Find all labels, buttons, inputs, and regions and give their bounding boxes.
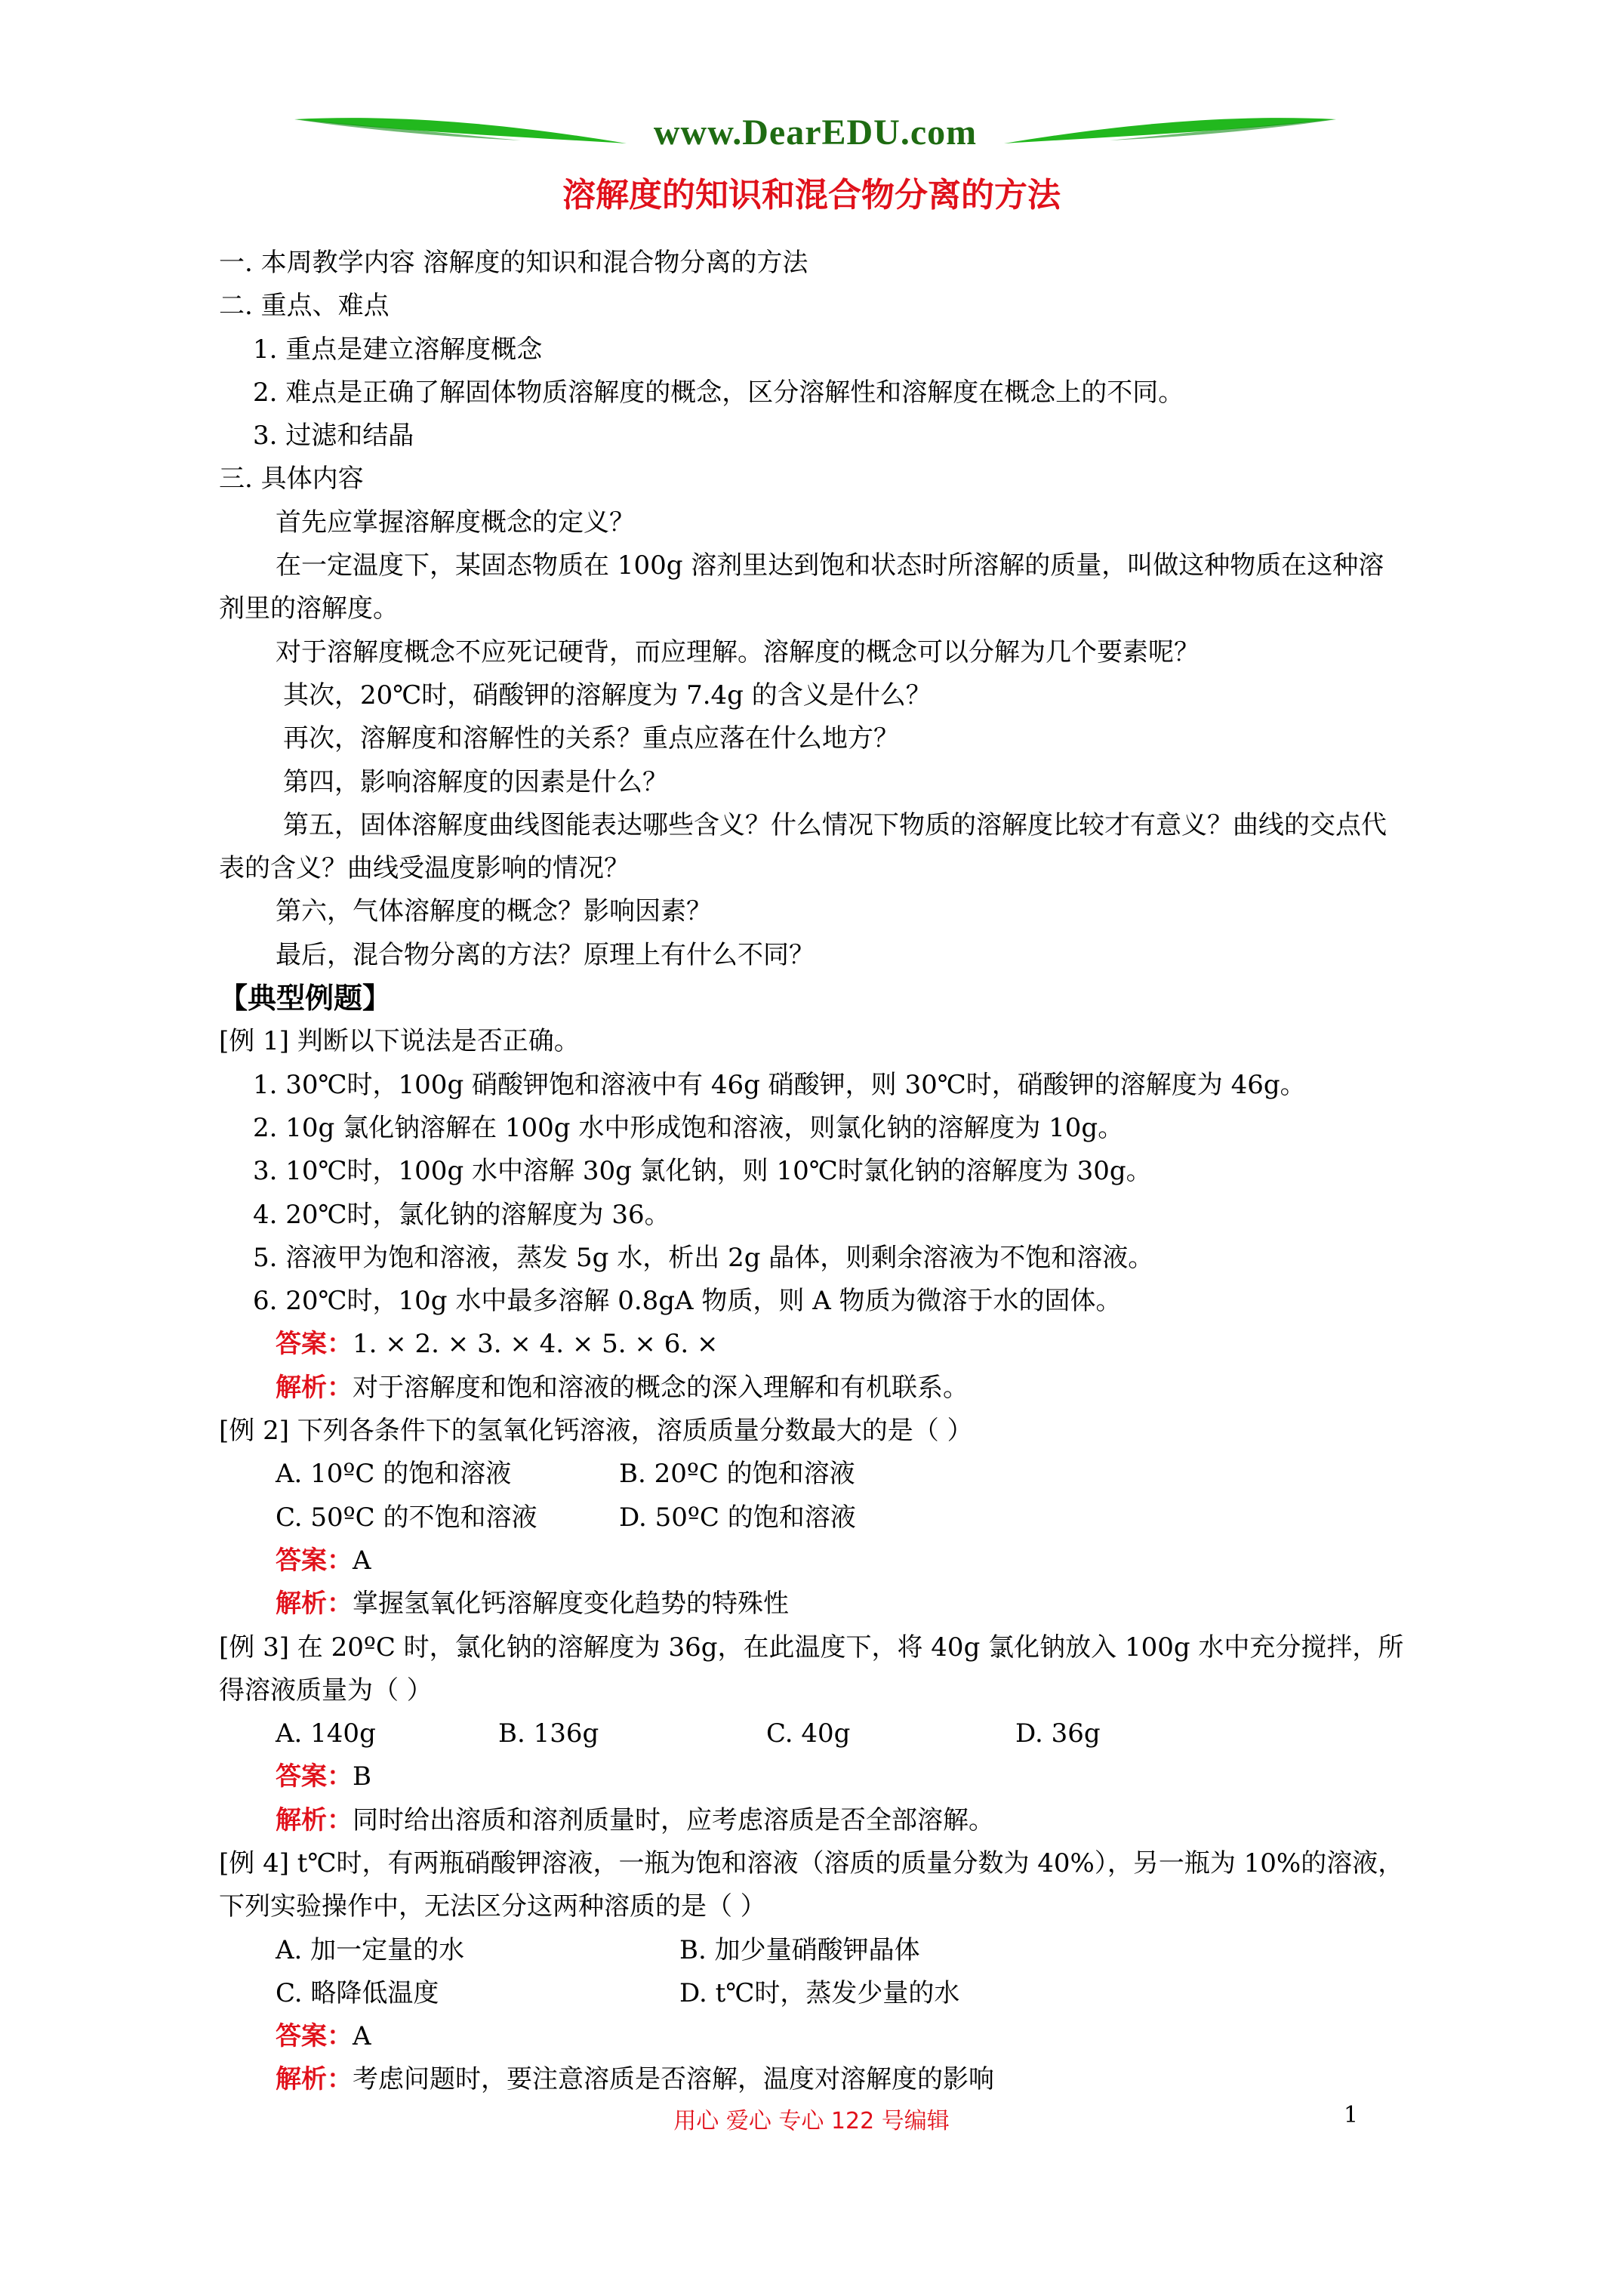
example-2-question: [例 2] 下列各条件下的氢氧化钙溶液，溶质质量分数最大的是（ ）: [219, 1416, 973, 1447]
option-a: A. 加一定量的水: [276, 1934, 465, 1965]
option-b: B. 20ºC 的饱和溶液: [619, 1459, 855, 1490]
example-1-item-4: 4. 20℃时，氯化钠的溶解度为 36。: [253, 1199, 670, 1230]
example-2-answer: [219, 1539, 1404, 1583]
content-3: 对于溶解度概念不应死记硬背，而应理解。溶解度的概念可以分解为几个要素呢？: [276, 636, 1200, 667]
option-b: B. 加少量硝酸钾晶体: [679, 1934, 920, 1965]
example-4-options-row-1: [219, 1929, 1404, 1972]
example-4-question: [例 4] t℃时，有两瓶硝酸钾溶液，一瓶为饱和溶液（溶质的质量分数为 40%），另一瓶为 10%的溶液，下列实验操作中，无法区分这两种溶质的是（ ）: [219, 1848, 1404, 1922]
answer-value: A: [353, 1545, 371, 1576]
content-1: 首先应掌握溶解度概念的定义？: [276, 507, 635, 538]
point-3: 3. 过滤和结晶: [253, 421, 414, 451]
example-4-options-row-2: [219, 1972, 1404, 2015]
content-9: 最后，混合物分离的方法？原理上有什么不同？: [276, 939, 815, 970]
page-title: 溶解度的知识和混合物分离的方法: [562, 176, 1061, 214]
option-c: C. 40g: [766, 1718, 851, 1749]
option-c: C. 50ºC 的不饱和溶液: [276, 1502, 537, 1533]
answer-value: A: [353, 2021, 371, 2052]
example-4-analysis: [219, 2058, 1404, 2101]
example-1-question: [例 1] 判断以下说法是否正确。: [219, 1026, 580, 1057]
content-6: 第四，影响溶解度的因素是什么？: [283, 766, 668, 797]
point-1: 1. 重点是建立溶解度概念: [253, 334, 543, 365]
example-2-analysis: [219, 1583, 1404, 1626]
content-5: 再次，溶解度和溶解性的关系？重点应落在什么地方？: [283, 723, 899, 754]
site-logo-text: www.DearEDU.com: [653, 112, 978, 153]
page-number: 1: [1344, 2102, 1359, 2128]
example-2-options-row-1: [219, 1453, 1404, 1496]
answer-label: 答案：: [276, 1545, 353, 1576]
option-d: D. t℃时，蒸发少量的水: [679, 1977, 960, 2008]
example-1-item-6: 6. 20℃时，10g 水中最多溶解 0.8gA 物质，则 A 物质为微溶于水的固体。: [253, 1286, 1122, 1317]
example-1-item-1: 1. 30℃时，100g 硝酸钾饱和溶液中有 46g 硝酸钾，则 30℃时，硝酸钾的溶解度为 46g。: [253, 1069, 1306, 1100]
content-2: 在一定温度下，某固态物质在 100g 溶剂里达到饱和状态时所溶解的质量，叫做这种物质在这种溶剂里的溶解度。: [219, 550, 1384, 624]
answer-label: 答案：: [276, 1761, 353, 1792]
answer-value: 1. × 2. × 3. × 4. × 5. × 6. ×: [353, 1329, 719, 1360]
section-2: 二. 重点、难点: [219, 291, 390, 322]
content-4: 其次，20℃时，硝酸钾的溶解度为 7.4g 的含义是什么？: [283, 680, 932, 710]
analysis-label: 解析：: [276, 1804, 353, 1835]
example-1-answer: [219, 1323, 1404, 1366]
example-3-question: [例 3] 在 20ºC 时，氯化钠的溶解度为 36g，在此温度下，将 40g 氯化钠放入 100g 水中充分搅拌，所得溶液质量为（ ）: [219, 1632, 1404, 1706]
site-banner: [287, 104, 1344, 172]
analysis-text: 考虑问题时，要注意溶质是否溶解，温度对溶解度的影响: [353, 2064, 994, 2095]
document-body: [219, 242, 1404, 2102]
example-4-answer: [219, 2015, 1404, 2058]
content-7: 第五，固体溶解度曲线图能表达哪些含义？什么情况下物质的溶解度比较才有意义？曲线的交点代表的含义？曲线受温度影响的情况？: [219, 809, 1387, 884]
option-d: D. 36g: [1015, 1718, 1101, 1749]
analysis-label: 解析：: [276, 1372, 353, 1403]
answer-label: 答案：: [276, 2021, 353, 2052]
option-b: B. 136g: [498, 1718, 599, 1749]
answer-label: 答案：: [276, 1329, 353, 1360]
example-3-options: [219, 1712, 1404, 1755]
example-1-item-3: 3. 10℃时，100g 水中溶解 30g 氯化钠，则 10℃时氯化钠的溶解度为 30g。: [253, 1156, 1152, 1187]
section-3: 三. 具体内容: [219, 464, 364, 495]
example-2-options-row-2: [219, 1496, 1404, 1539]
analysis-text: 同时给出溶质和溶剂质量时，应考虑溶质是否全部溶解。: [353, 1804, 994, 1835]
analysis-text: 掌握氢氧化钙溶解度变化趋势的特殊性: [353, 1589, 789, 1620]
section-1: 一. 本周教学内容 溶解度的知识和混合物分离的方法: [219, 248, 808, 278]
option-a: A. 10ºC 的饱和溶液: [276, 1459, 512, 1490]
content-8: 第六，气体溶解度的概念？影响因素？: [276, 896, 712, 927]
footer-slogan: 用心 爱心 专心 122 号编辑: [673, 2108, 950, 2134]
example-3-analysis: [219, 1799, 1404, 1842]
point-2: 2. 难点是正确了解固体物质溶解度的概念，区分溶解性和溶解度在概念上的不同。: [253, 377, 1184, 408]
example-1-item-5: 5. 溶液甲为饱和溶液，蒸发 5g 水，析出 2g 晶体，则剩余溶液为不饱和溶液。: [253, 1242, 1154, 1273]
example-1-item-2: 2. 10g 氯化钠溶解在 100g 水中形成饱和溶液，则氯化钠的溶解度为 10g。: [253, 1112, 1124, 1143]
analysis-label: 解析：: [276, 2064, 353, 2095]
answer-value: B: [353, 1761, 371, 1792]
option-d: D. 50ºC 的饱和溶液: [619, 1502, 856, 1533]
option-c: C. 略降低温度: [276, 1977, 439, 2008]
examples-heading: 【典型例题】: [219, 982, 392, 1015]
analysis-text: 对于溶解度和饱和溶液的概念的深入理解和有机联系。: [353, 1372, 969, 1403]
analysis-label: 解析：: [276, 1589, 353, 1620]
option-a: A. 140g: [276, 1718, 376, 1749]
example-3-answer: [219, 1755, 1404, 1798]
example-1-analysis: [219, 1367, 1404, 1410]
